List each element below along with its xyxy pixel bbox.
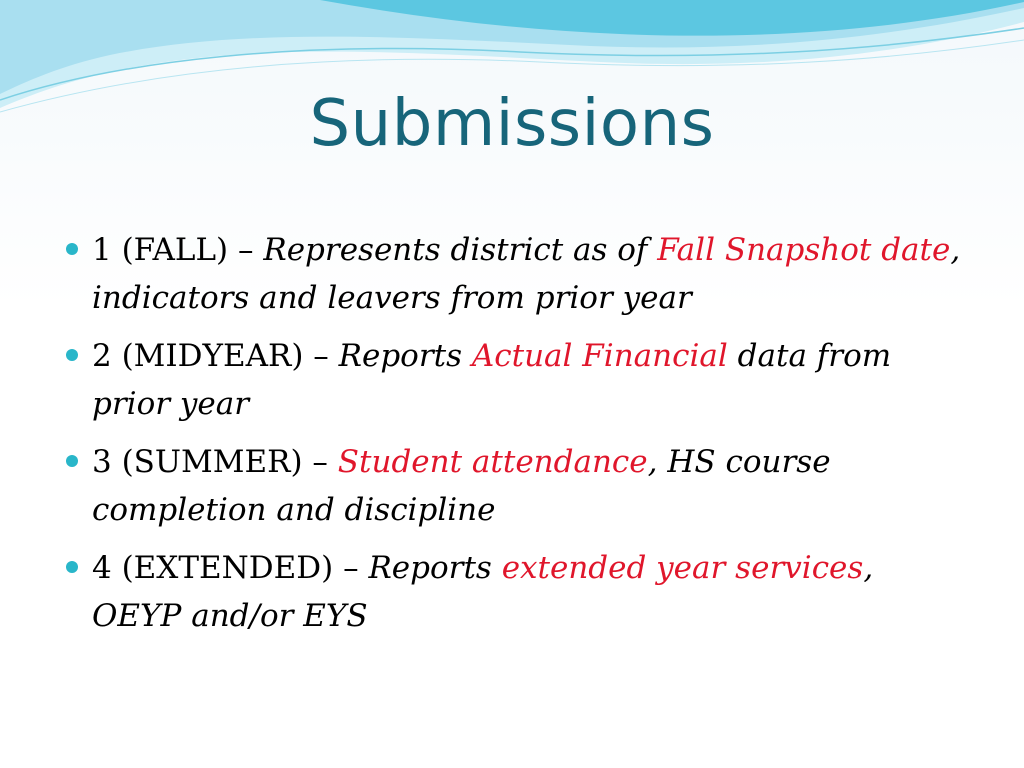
bullet-dot-icon [66,561,78,573]
bullet-text: data from prior year [92,338,892,422]
bullet-dot-icon [66,349,78,361]
bullet-item-fall [62,226,962,322]
bullet-highlight: Fall Snapshot date [657,232,951,268]
bullet-text: Reports [368,550,502,586]
bullet-text: Represents district as of [263,232,658,268]
bullet-prefix: 3 (SUMMER) – [92,444,338,480]
bullet-text: , OEYP and/or EYS [92,550,874,634]
bullet-dot-icon [66,455,78,467]
bullet-prefix: 2 (MIDYEAR) – [92,338,339,374]
bullet-item-summer [62,438,962,534]
bullet-prefix: 1 (FALL) – [92,232,264,268]
bullet-highlight: Actual Financial [471,338,728,374]
bullet-item-midyear [62,332,962,428]
bullet-text: , indicators and leavers from prior year [92,232,961,316]
bullet-prefix: 4 (EXTENDED) – [92,550,369,586]
bullet-dot-icon [66,243,78,255]
bullet-highlight: extended year services [501,550,864,586]
bullet-text: Reports [338,338,472,374]
bullet-highlight: Student attendance [337,444,648,480]
bullet-item-extended [62,544,962,640]
bullet-text: , HS course completion and discipline [92,444,831,528]
bullet-list [62,226,962,650]
slide-title: Submissions [309,87,715,161]
